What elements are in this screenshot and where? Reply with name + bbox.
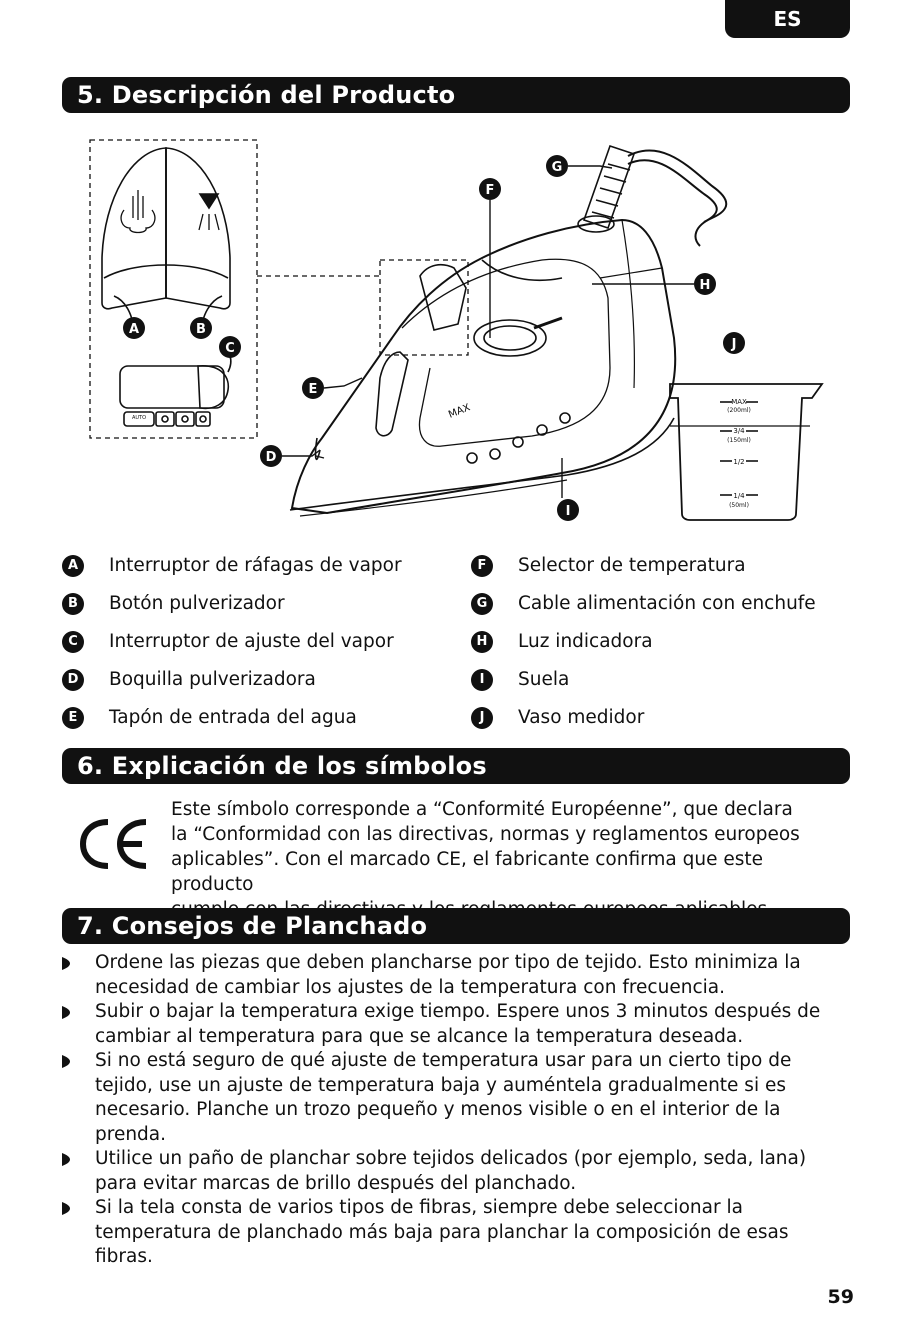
svg-text:B: B <box>196 322 206 337</box>
svg-text:H: H <box>699 278 711 293</box>
callout-E <box>302 377 324 399</box>
cord-strain-relief <box>578 146 634 232</box>
tip-text: Utilice un paño de planchar sobre tejidos delicados (por ejemplo, seda, lana) para evitar marcas de brillo después del planchado. <box>95 1148 807 1194</box>
ce-line: aplicables”. Con el marcado CE, el fabricante confirma que este producto <box>171 849 763 895</box>
handle-top-view <box>102 148 230 336</box>
tip-text: Si la tela consta de varios tipos de fibras, siempre debe seleccionar la temperatura de planchado más baja para planchar la composición de esas fibras. <box>95 1197 789 1267</box>
legend-text: Tapón de entrada del agua <box>109 707 357 728</box>
svg-text:(50ml): (50ml) <box>729 502 749 509</box>
page-number: 59 <box>827 1286 854 1308</box>
legend-badge: I <box>471 669 493 691</box>
legend-badge: J <box>471 707 493 729</box>
tip-item <box>62 1049 852 1147</box>
tip-item <box>62 1000 852 1049</box>
legend-badge: H <box>471 631 493 653</box>
tip-item <box>62 1196 852 1270</box>
measuring-cup <box>670 384 822 520</box>
svg-text:MAX: MAX <box>447 402 472 421</box>
svg-text:C: C <box>225 341 235 356</box>
product-diagram <box>62 128 852 528</box>
callout-H <box>694 273 716 295</box>
legend-text: Suela <box>518 669 570 690</box>
ce-mark-icon <box>78 816 150 872</box>
legend-text: Interruptor de ajuste del vapor <box>109 631 394 652</box>
tip-item <box>62 1147 852 1196</box>
svg-text:E: E <box>308 382 318 397</box>
svg-text:1/2: 1/2 <box>733 458 745 466</box>
steam-burst-icon <box>121 190 155 233</box>
ironing-tips-list <box>62 951 852 1270</box>
legend-text: Cable alimentación con enchufe <box>518 593 816 614</box>
ce-line: Este símbolo corresponde a “Conformité Européenne”, que declara <box>171 799 793 820</box>
tip-item <box>62 951 852 1000</box>
legend-text: Luz indicadora <box>518 631 653 652</box>
language-tab: ES <box>725 0 850 38</box>
legend-text: Vaso medidor <box>518 707 645 728</box>
steam-slider <box>120 348 231 426</box>
callout-J <box>723 332 745 354</box>
ce-description <box>171 797 851 922</box>
bullet-icon <box>62 1153 70 1166</box>
legend-badge: F <box>471 555 493 577</box>
svg-text:3/4: 3/4 <box>733 427 745 435</box>
bullet-icon <box>62 957 70 970</box>
callout-G <box>546 155 568 177</box>
tip-text: Subir o bajar la temperatura exige tiempo. Espere unos 3 minutos después de cambiar al temperatura para que se alcance la temperatura deseada. <box>95 1001 821 1047</box>
legend-text: Interruptor de ráfagas de vapor <box>109 555 402 576</box>
svg-text:(150ml): (150ml) <box>727 437 751 444</box>
svg-text:D: D <box>265 450 277 465</box>
legend-badge: G <box>471 593 493 615</box>
legend-text: Botón pulverizador <box>109 593 285 614</box>
legend-badge: C <box>62 631 84 653</box>
section-title-symbols: 6. Explicación de los símbolos <box>62 748 850 784</box>
callout-F <box>479 178 501 200</box>
ce-line: la “Conformidad con las directivas, normas y reglamentos europeos <box>171 824 800 845</box>
bullet-icon <box>62 1055 70 1068</box>
legend-text: Boquilla pulverizadora <box>109 669 316 690</box>
callout-C <box>219 336 241 358</box>
svg-text:I: I <box>565 504 571 519</box>
tip-text: Ordene las piezas que deben plancharse por tipo de tejido. Esto minimiza la necesidad de cambiar los ajustes de la temperatura con frecuencia. <box>95 952 801 998</box>
callout-I <box>557 499 579 521</box>
iron-body <box>290 220 675 516</box>
callout-A <box>123 317 145 339</box>
power-cord <box>628 150 726 246</box>
svg-text:MAX: MAX <box>731 398 747 406</box>
svg-text:F: F <box>485 183 495 198</box>
svg-text:G: G <box>551 160 563 175</box>
callout-D <box>260 445 282 467</box>
bullet-icon <box>62 1006 70 1019</box>
callout-B <box>190 317 212 339</box>
legend-badge: A <box>62 555 84 577</box>
svg-text:J: J <box>731 337 737 352</box>
bullet-icon <box>62 1202 70 1215</box>
svg-text:(200ml): (200ml) <box>727 407 751 414</box>
section-title-product-description: 5. Descripción del Producto <box>62 77 850 113</box>
legend-badge: D <box>62 669 84 691</box>
legend-badge: E <box>62 707 84 729</box>
legend-text: Selector de temperatura <box>518 555 746 576</box>
section-title-ironing-tips: 7. Consejos de Planchado <box>62 908 850 944</box>
callout-badges <box>123 155 745 521</box>
svg-text:AUTO: AUTO <box>131 415 147 421</box>
tip-text: Si no está seguro de qué ajuste de temperatura usar para un cierto tipo de tejido, use un ajuste de temperatura baja y auméntela gradualmente si es necesario. Planche un trozo pequeño y menos visible o en el interior de la prenda. <box>95 1050 792 1145</box>
spray-icon <box>199 194 219 230</box>
svg-text:A: A <box>128 322 140 337</box>
legend-badge: B <box>62 593 84 615</box>
svg-text:1/4: 1/4 <box>733 492 745 500</box>
